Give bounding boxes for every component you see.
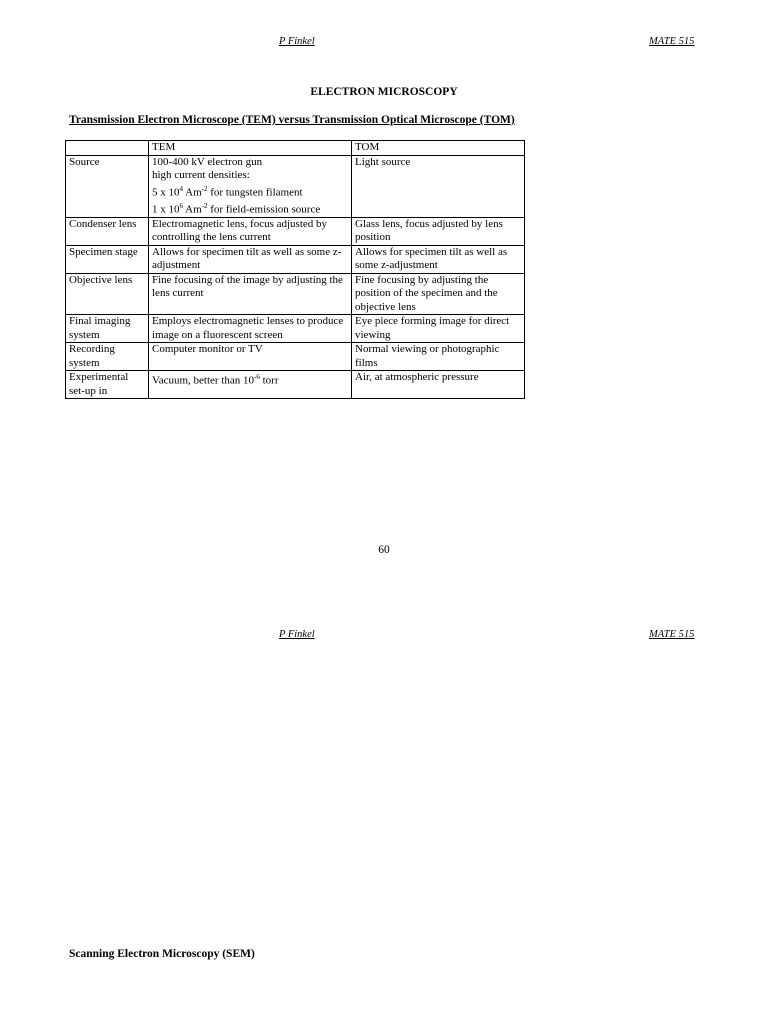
tem-cell: Fine focusing of the image by adjusting the lens current xyxy=(149,273,352,315)
tom-cell: Allows for specimen tilt as well as some z-adjustment xyxy=(352,245,525,273)
table-row xyxy=(66,217,525,245)
header-course: MATE 515 xyxy=(649,36,695,47)
table-row xyxy=(66,371,525,399)
source-line: 100-400 kV electron gun xyxy=(152,155,263,168)
row-label: Final imaging system xyxy=(66,315,149,343)
comparison-table xyxy=(65,140,525,399)
page-number: 60 xyxy=(378,544,390,556)
tem-cell: Employs electromagnetic lenses to produce image on a fluorescent screen xyxy=(149,315,352,343)
table-row xyxy=(66,245,525,273)
table-row xyxy=(66,343,525,371)
tom-cell: Eye piece forming image for direct viewing xyxy=(352,315,525,343)
tem-cell xyxy=(149,155,352,217)
tom-cell: Air, at atmospheric pressure xyxy=(352,371,525,399)
tom-cell: Normal viewing or photographic films xyxy=(352,343,525,371)
header-course: MATE 515 xyxy=(649,629,695,640)
row-label: Specimen stage xyxy=(66,245,149,273)
section-heading: Scanning Electron Microscopy (SEM) xyxy=(69,948,255,960)
source-line: 1 x $10^6$ $Am^{-2}$ for field-emission source xyxy=(152,201,321,216)
table-row xyxy=(66,315,525,343)
tem-cell: Electromagnetic lens, focus adjusted by controlling the lens current xyxy=(149,217,352,245)
tom-cell: Fine focusing by adjusting the position of the specimen and the objective lens xyxy=(352,273,525,315)
tom-cell: Glass lens, focus adjusted by lens position xyxy=(352,217,525,245)
tem-cell: Vacuum, better than $10^{-6}$ torr xyxy=(149,371,352,399)
source-line: high current densities: xyxy=(152,169,250,181)
header-author: P Finkel xyxy=(279,36,315,47)
source-line: 5 x $10^4$ $Am^{-2}$ for tungsten filament xyxy=(152,184,303,199)
tem-cell: Computer monitor or TV xyxy=(149,343,352,371)
tem-cell: Allows for specimen tilt as well as some z-adjustment xyxy=(149,245,352,273)
table-caption: Transmission Electron Microscope (TEM) versus Transmission Optical Microscope (TOM) xyxy=(69,114,515,126)
row-label: Experimental set-up in xyxy=(66,371,149,399)
table-header-row xyxy=(66,141,525,156)
table-header-cell: TEM xyxy=(149,141,352,156)
row-label: Condenser lens xyxy=(66,217,149,245)
row-label: Recording system xyxy=(66,343,149,371)
tom-cell: Light source xyxy=(352,155,525,217)
table-header-cell: TOM xyxy=(352,141,525,156)
row-label: Source xyxy=(66,155,149,217)
page-title: ELECTRON MICROSCOPY xyxy=(310,86,458,98)
row-label: Objective lens xyxy=(66,273,149,315)
header-author: P Finkel xyxy=(279,629,315,640)
table-header-cell xyxy=(66,141,149,156)
table-row xyxy=(66,155,525,217)
table-row xyxy=(66,273,525,315)
